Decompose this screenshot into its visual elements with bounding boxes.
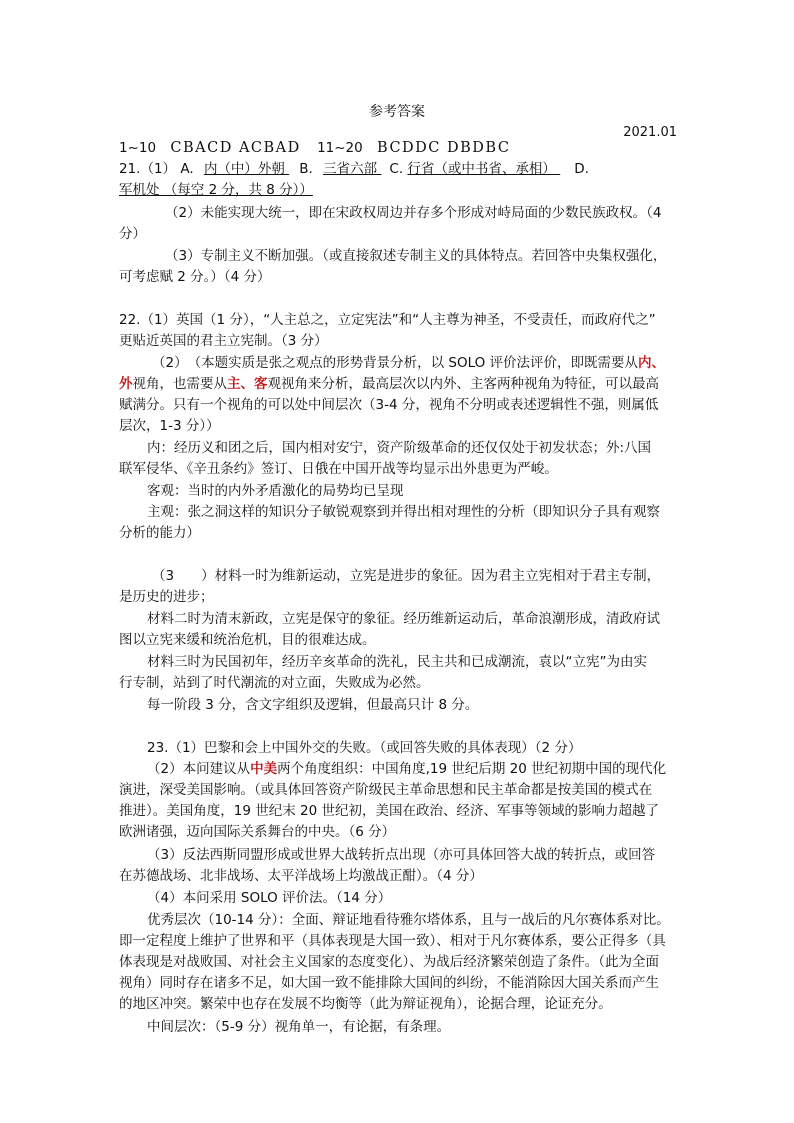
q22-part2-text-b: 视角，也需要从 <box>132 376 227 392</box>
q22-part3-line1: （3 ）材料一时为维新运动，立宪是进步的象征。因为君主立宪相对于君主专制， <box>152 568 661 584</box>
q21-part1-line1 <box>119 159 589 180</box>
q22-part3-line2: 是历史的进步； <box>119 589 214 605</box>
q23-part2-text-b: 两个角度组织：中国角度,19 世纪后期 20 世纪初期中国的现代化 <box>277 761 667 777</box>
q23-part1: 23.（1）巴黎和会上中国外交的失败。（或回答失败的具体表现）（2 分） <box>147 740 582 756</box>
page-title: 参考答案 <box>369 104 425 120</box>
q22-highlight-inner: 内、 <box>638 355 666 371</box>
q22-part2-text-c: 观视角来分析，最高层次以内外、主客两种视角为特征，可以最高 <box>267 376 659 392</box>
q23-middle-level: 中间层次：（5-9 分）视角单一，有论据，有条理。 <box>147 1019 451 1035</box>
mc-answers-row <box>119 138 510 159</box>
q22-material2-line1: 材料二时为清末新政，立宪是保守的象征。经历维新运动后，革命浪潮形成，清政府试 <box>147 611 660 627</box>
q23-part2-line1 <box>147 759 666 780</box>
q21-part2-line1: （2）未能实现大统一，即在宋政权周边并存多个形成对峙局面的少数民族政权。（4 <box>165 205 662 221</box>
q23-part2-line2: 演进，深受美国影响。（或具体回答资产阶级民主革命思想和民主革命都是按美国的模式在 <box>119 782 653 798</box>
q22-part2-line4: 层次，1-3 分）） <box>119 418 220 434</box>
mc-range-2: 11~20 <box>317 140 363 156</box>
mc-answers-2: BCDDC DBDBC <box>377 140 511 156</box>
q22-part2-line3: 赋满分。只有一个视角的可以处中间层次（3-4 分，视角不分明或表述逻辑性不强，则属低 <box>119 397 659 413</box>
q22-part2-line1 <box>152 353 665 374</box>
q22-subjective-line1: 主观：张之洞这样的知识分子敏锐观察到并得出相对理性的分析（即知识分子具有观察 <box>147 504 660 520</box>
q21-answer-b: 三省六部 <box>323 161 382 177</box>
q22-material3-line2: 行专制，站到了时代潮流的对立面，失败成为必然。 <box>119 675 430 691</box>
q21-answer-d: 军机处 （每空 2 分，共 8 分）） <box>119 182 313 198</box>
q21-part3-line2: 可考虑赋 2 分。）（4 分） <box>119 269 271 285</box>
q23-excellent-line4: 视角）同时存在诸多不足，如大国一致不能排除大国间的纠纷，不能消除因大国关系而产生 <box>119 975 659 991</box>
q22-part2-line2 <box>119 374 659 395</box>
q22-inner-line1: 内：经历义和团之后，国内相对安宁，资产阶级革命的还仅仅处于初发状态；外:八国 <box>147 440 652 456</box>
q21-answer-a: 内（中）外朝 <box>203 161 290 177</box>
q22-highlight-subj-obj: 主、客 <box>227 376 268 392</box>
q22-material3-line1: 材料三时为民国初年，经历辛亥革命的洗礼，民主共和已成潮流，袁以“立宪”为由实 <box>147 654 647 670</box>
q21-label-c: C. <box>389 161 404 177</box>
q23-excellent-line5: 的地区冲突。繁荣中也存在发展不均衡等（此为辩证视角），论据合理，论证充分。 <box>119 996 612 1012</box>
q22-objective: 客观：当时的内外矛盾激化的局势均已呈现 <box>147 483 404 499</box>
q23-excellent-line1: 优秀层次（10-14 分）：全面、辩证地看待雅尔塔体系，且与一战后的凡尔赛体系对比。 <box>147 912 670 928</box>
q22-subjective-line2: 分析的能力） <box>119 525 200 541</box>
q21-label-d: D. <box>574 161 589 177</box>
q22-part1-line1: 22.（1）英国（1 分），“人主总之，立定宪法”和“人主尊为神圣，不受责任，而政府代之” <box>119 312 656 328</box>
q22-material2-line2: 图以立宪来缓和统治危机，目的很难达成。 <box>119 632 376 648</box>
q23-excellent-line3: 体表现是对战败国、对社会主义国家的态度变化）、为战后经济繁荣创造了条件。（此为全面 <box>119 954 659 970</box>
q22-inner-line2: 联军侵华、《辛丑条约》签订、日俄在中国开战等均显示出外患更为严峻。 <box>119 461 558 477</box>
q23-part3-line2: 在苏德战场、北非战场、太平洋战场上均激战正酣）。（4 分） <box>119 868 483 884</box>
q23-part2-text-a: （2）本问建议从 <box>147 761 251 777</box>
q21-part2-line2: 分） <box>119 226 146 242</box>
q22-scoring-note: 每一阶段 3 分，含文字组织及逻辑，但最高只计 8 分。 <box>147 697 479 713</box>
q21-part3-line1: （3）专制主义不断加强。（或直接叙述专制主义的具体特点。若回答中央集权强化， <box>165 248 667 264</box>
q23-excellent-line2: 即一定程度上维护了世界和平（具体表现是大国一致）、相对于凡尔赛体系，要公正得多（具 <box>119 933 666 949</box>
q22-part1-line2: 更贴近英国的君主立宪制。（3 分） <box>119 333 328 349</box>
q23-part2-line3: 推进）。美国角度，19 世纪末 20 世纪初，美国在政治、经济、军事等领域的影响力超越了 <box>119 803 659 819</box>
q21-part1-intro: 21.（1） A. <box>119 161 194 177</box>
q23-part2-line4: 欧洲诸强，迈向国际关系舞台的中央。（6 分） <box>119 824 396 840</box>
date-label: 2021.01 <box>623 125 677 140</box>
q21-label-b: B. <box>299 161 313 177</box>
q22-part2-text-a: （2） （本题实质是张之观点的形势背景分析，以 SOLO 评价法评价，即既需要从 <box>152 355 639 371</box>
q22-highlight-outer: 外 <box>119 376 133 392</box>
q21-answer-c: 行省（或中书省、承相） <box>407 161 561 177</box>
mc-range-1: 1~10 <box>119 140 157 156</box>
q23-highlight-china-us: 中美 <box>250 761 278 777</box>
q23-part3-line1: （3）反法西斯同盟形成或世界大战转折点出现（亦可具体回答大战的转折点，或回答 <box>147 847 656 863</box>
q23-part4: （4）本问采用 SOLO 评价法。（14 分） <box>147 890 392 906</box>
mc-answers-1: CBACD ACBAD <box>170 140 301 156</box>
